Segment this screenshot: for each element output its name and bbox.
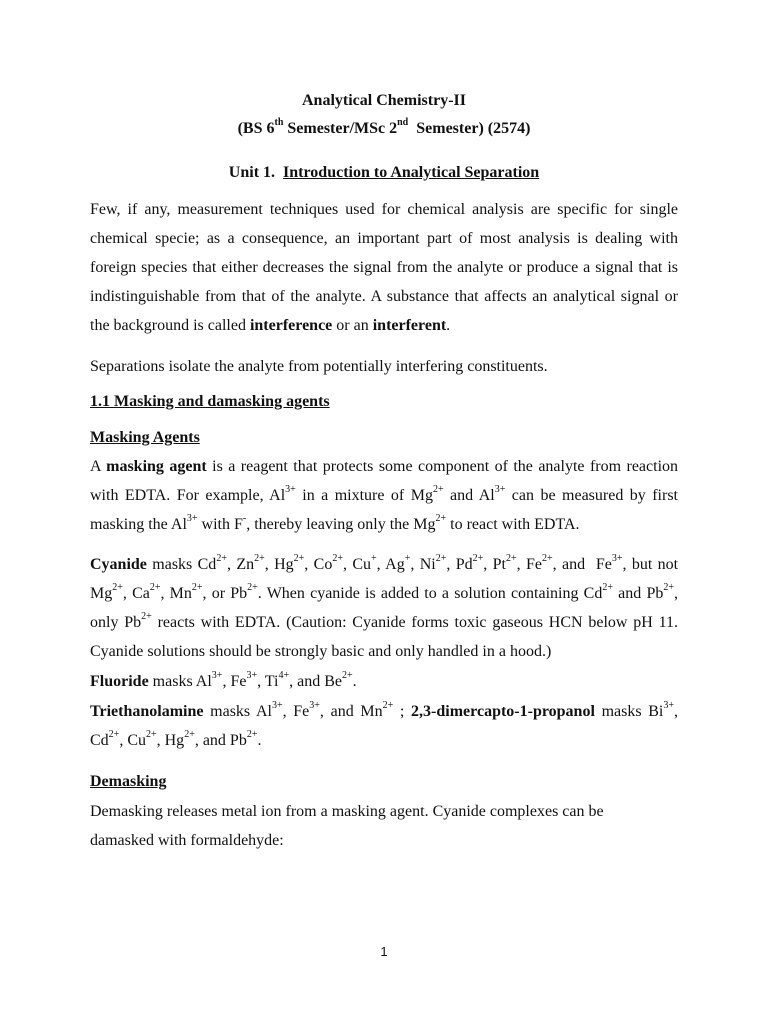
unit-title: Introduction to Analytical Separation — [283, 164, 540, 181]
unit-label: Unit 1. — [228, 164, 276, 181]
document-subtitle: (BS 6th Semester/MSc 2nd Semester) (2574) — [237, 116, 531, 137]
section-heading-1-1: 1.1 Masking and damasking agents — [90, 393, 330, 410]
triethanolamine-paragraph: Triethanolamine masks $Al^{3+}$, $Fe^{3+}$, and $Mn^{2+}$ ; 2,3-dimercapto-1-propanol masks $Bi^{3+}$, $Cd^{2+}$, $Cu^{2+}$, $Hg^{2+}$, and $Pb^{2+}$. — [90, 699, 679, 749]
fluoride-line: Fluoride masks $Al^{3+}$, $Fe^{3+}$, $Ti^{4+}$, and $Be^{2+}$. — [90, 669, 357, 690]
demasking-paragraph: Demasking releases metal ion from a masking agent. Cyanide complexes can be damasked with formaldehyde: — [90, 803, 604, 849]
document-title: Analytical Chemistry-II — [302, 92, 466, 109]
unit-heading — [0, 164, 768, 182]
separation-sentence: Separations isolate the analyte from potentially interfering constituents. — [90, 358, 548, 375]
masking-definition: A masking agent is a reagent that protects some component of the analyte from reaction with EDTA. For example, $Al^{3+}$ in a mixture of $Mg^{2+}$ and $Al^{3+}$ can be measured by first masking the $Al^{3+}$ with F-, thereby leaving only the $Mg^{2+}$ to react with EDTA. — [90, 458, 679, 533]
intro-paragraph: Few, if any, measurement techniques used for chemical analysis are specific for single chemical specie; as a consequence, an important part of most analysis is dealing with foreign species that either decreases the signal from the analyte or produce a signal that is indistinguishable from that of the analyte. A substance that affects an analytical signal or the background is called interference or an interferent. — [90, 201, 678, 334]
masking-agents-heading: Masking Agents — [90, 429, 200, 446]
cyanide-paragraph: Cyanide masks $Cd^{2+}$, $Zn^{2+}$, $Hg^{2+}$, $Co^{2+}$, Cu+, Ag+, $Ni^{2+}$, $Pd^{2+}$, $Pt^{2+}$, $Fe^{2+}$, and $Fe^{3+}$, but not $Mg^{2+}$, $Ca^{2+}$, $Mn^{2+}$, or $Pb^{2+}$. When cyanide is added to a solution containing $Cd^{2+}$ and $Pb^{2+}$, only $Pb^{2+}$ reacts with EDTA. (Caution: Cyanide forms toxic gaseous HCN below pH 11. Cyanide solutions should be strongly basic and only handled in a hood.) — [90, 552, 679, 660]
page-number: 1 — [380, 944, 388, 959]
demasking-heading: Demasking — [90, 773, 167, 790]
